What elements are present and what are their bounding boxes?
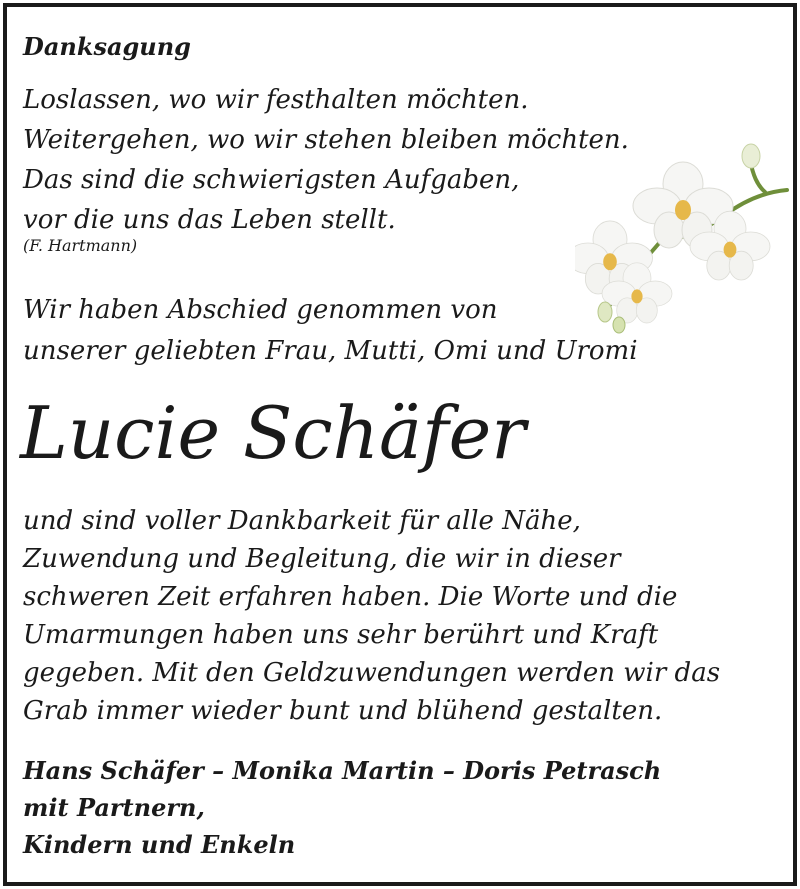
poem-line: Loslassen, wo wir festhalten möchten. [23,85,529,115]
poem-attribution: (F. Hartmann) [23,236,138,255]
intro-text [23,290,638,372]
body-line: gegeben. Mit den Geldzuwendungen werden wir das [23,658,721,688]
body-line: Umarmungen haben uns sehr berührt und Kraft [23,620,659,650]
body-line: schweren Zeit erfahren haben. Die Worte und die [23,582,678,612]
poem-line: vor die uns das Leben stellt. [23,205,396,235]
signature-line: Kindern und Enkeln [23,830,296,859]
signature-line: Hans Schäfer – Monika Martin – Doris Petrasch [23,756,662,785]
poem-line: Das sind die schwierigsten Aufgaben, [23,165,520,195]
thanks-text [23,502,720,730]
deceased-name: Lucie Schäfer [20,391,526,475]
body-line: Zuwendung und Begleitung, die wir in dieser [23,544,621,574]
signature-line: mit Partnern, [23,793,205,822]
poem [23,80,629,240]
intro-line: Wir haben Abschied genommen von [23,295,498,325]
intro-line: unserer geliebten Frau, Mutti, Omi und Uromi [23,336,638,366]
signature [23,752,661,863]
body-line: und sind voller Dankbarkeit für alle Nähe, [23,506,581,536]
body-line: Grab immer wieder bunt und blühend gestalten. [23,696,663,726]
poem-line: Weitergehen, wo wir stehen bleiben möchten. [23,125,629,155]
notice-heading: Danksagung [23,32,191,61]
